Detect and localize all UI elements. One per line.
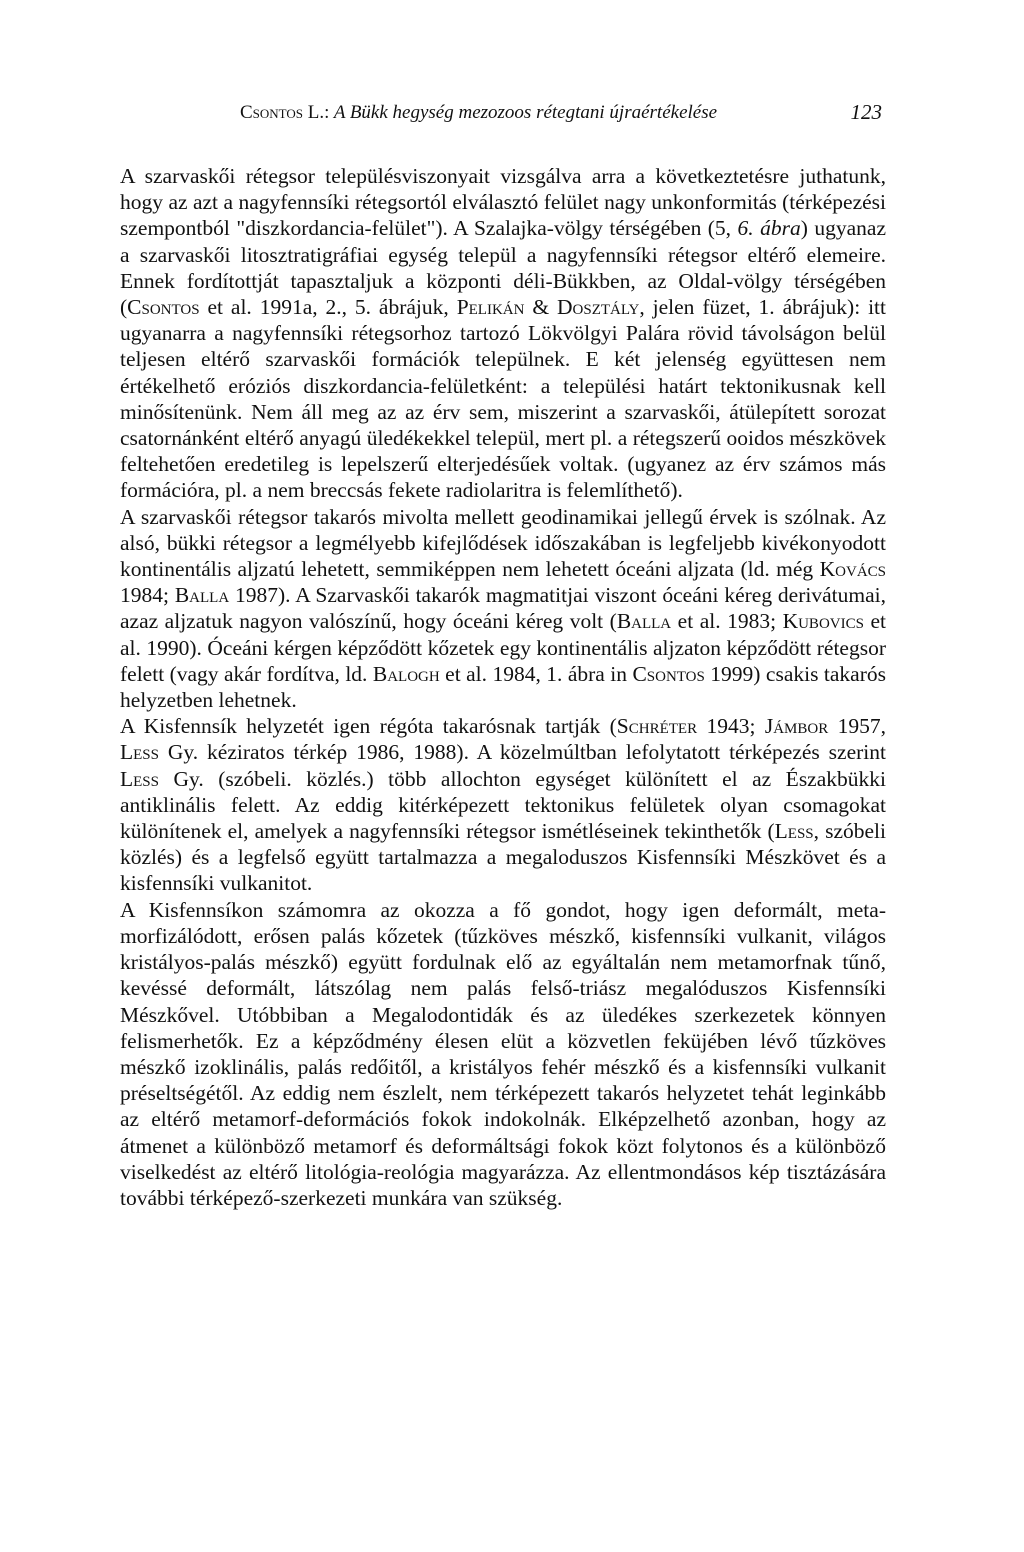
cited-author: Less	[774, 819, 814, 844]
text-run: Gy. (szóbeli. közlés.) több allochton egységet különített el az Északbükki antiklinális felett. Az eddig kitérképezett tektonikus felületek olyan csomagokat különítenek el, amelyek a nagyfennsíki rétegsor ismétléseinek tekinthetők (	[120, 766, 886, 844]
text-run: 1987). A Szarvaskői takarók magmatitjai viszont óceáni kéreg derivátumai, azaz aljzatuk nagyon valószínű, hogy óceáni kéreg volt (	[120, 583, 886, 634]
text-run: A Kisfennsíkon számomra az okozza a fő gondot, hogy igen deformált, metamorfizálódott, erősen palás kőzetek (tűzköves mészkő, kisfennsíki vulkanit, világos kristályos-palás mészkő) együtt fordulnak elő az egyáltalán nem metamorfnak tűnő, kevéssé deformált, látszólag nem palás felső-triász megalóduszos Kisfennsíki Mészkővel. Utóbbiban a Megalodontidák és az üledékes szerkezetek könnyen felismerhetők. Ez a képződmény élesen elüt a közvetlen feküjében lévő tűzköves mészkő izoklinális, palás redőitől, a kristályos fehér mészkő és a kisfennsíki vulkanit préseltségétől. Az eddig nem észlelt, nem térképezett takarós helyzetet tehát leginkább az eltérő metamorf-deformációs fokok indokolnák. Elképzelhető azonban, hogy az átmenet a különböző metamorf és deformáltsági fokok közt folytonos és a különböző viselkedést az eltérő litológia-reológia magyarázza. Az ellentmondásos kép tisztázására további térképező-szerkezeti munkára van szükség.	[120, 897, 886, 1210]
text-run: , szóbeli közlés) és a legfelső együtt tartalmazza a megaloduszos Kisfennsíki Mészkövet és a kisfennsíki vulkanitot.	[120, 819, 886, 896]
text-run: 1984;	[120, 583, 175, 608]
figure-reference: 6. ábra	[737, 216, 801, 241]
text-run: A Kisfennsík helyzetét igen régóta takarósnak tartják (	[120, 714, 617, 739]
text-run: ) ugyanaz a szarvaskői litosztratigráfiai egység települ a nagyfennsíki rétegsor eltérő elemeire. Ennek fordítottját tapasztaljuk a központi déli-Bükkben, az Oldal-völgy térségében (	[120, 216, 887, 320]
text-run: 1943;	[697, 714, 765, 739]
cited-author: Less	[120, 740, 159, 765]
text-run: et al. 1990). Óceáni kérgen képződött kőzetek egy kontinentális aljzaton képződött rétegsor felett (vagy akár fordítva, ld.	[120, 609, 886, 686]
cited-author: Kubovics	[782, 609, 864, 634]
body-text	[120, 163, 886, 1211]
cited-author: Less	[120, 766, 159, 791]
cited-author: Balogh	[372, 661, 440, 686]
cited-author: Kovács	[819, 557, 886, 582]
paragraph	[120, 897, 886, 1211]
paragraph	[120, 163, 886, 504]
text-run: &	[524, 295, 557, 320]
text-run: Gy. kéziratos térkép 1986, 1988). A közelmúltban lefolytatott térképezés szerint	[158, 740, 886, 765]
paragraph	[120, 713, 886, 896]
text-run: A szarvaskői rétegsor takarós mivolta mellett geodinamikai jellegű érvek is szólnak. Az alsó, bükki rétegsor a legmélyebb kifejlődések időszakában is legfeljebb kivékonyodott kontinentális aljzatú lehetett, semmiképpen nem lehetett óceáni aljzata (ld. még	[120, 504, 886, 582]
running-head-title: A Bükk hegység mezozoos rétegtani újraértékelése	[333, 102, 718, 123]
cited-author: Schréter	[616, 714, 698, 739]
cited-author: Pelikán	[456, 295, 525, 320]
running-head-author: Csontos L.:	[240, 102, 330, 123]
page-number: 123	[850, 100, 882, 124]
cited-author: Csontos	[127, 295, 200, 320]
text-run: A szarvaskői rétegsor településviszonyait vizsgálva arra a következtetésre juthatunk, hogy az azt a nagyfennsíki rétegsortól elválasztó felület nagy unkonformitás (térképezési szempontból "diszkordancia-felület"). A Szalajka-völgy térségében (5,	[120, 164, 886, 241]
cited-author: Balla	[174, 583, 230, 608]
running-head	[240, 102, 880, 124]
text-run: et al. 1983;	[671, 609, 783, 634]
text-run: 1957,	[828, 714, 887, 739]
text-run: et al. 1991a, 2., 5. ábrájuk,	[199, 295, 457, 320]
text-run: 1999) csakis takarós helyzetben lehetnek.	[120, 661, 886, 713]
paragraph	[120, 504, 886, 714]
cited-author: Balla	[616, 609, 672, 634]
cited-author: Jámbor	[764, 714, 829, 739]
cited-author: Csontos	[632, 661, 705, 686]
text-run: , jelen füzet, 1. ábrájuk): itt ugyanarra a nagyfennsíki rétegsorhoz tartozó Lökvölgyi Palára rövid távolságon belül teljesen eltérő szarvaskői formációk települnek. E két jelenség együttesen nem értékelhető eróziós diszkordancia-felületként: a települési határt tektonikusnak kell minősítenünk. Nem áll meg az az érv sem, miszerint a szarvaskői, átülepített sorozat csatornánként eltérő anyagú üledékekkel települ, mert pl. a rétegszerű ooidos mészkövek feltehetően eredetileg is lepelszerű elterjedésűek voltak. (ugyanez az érv számos más formációra, pl. a nem breccsás fekete radiolaritra is felemlíthető).	[120, 295, 886, 503]
cited-author: Dosztály	[557, 295, 640, 320]
text-run: et al. 1984, 1. ábra in	[439, 661, 633, 686]
